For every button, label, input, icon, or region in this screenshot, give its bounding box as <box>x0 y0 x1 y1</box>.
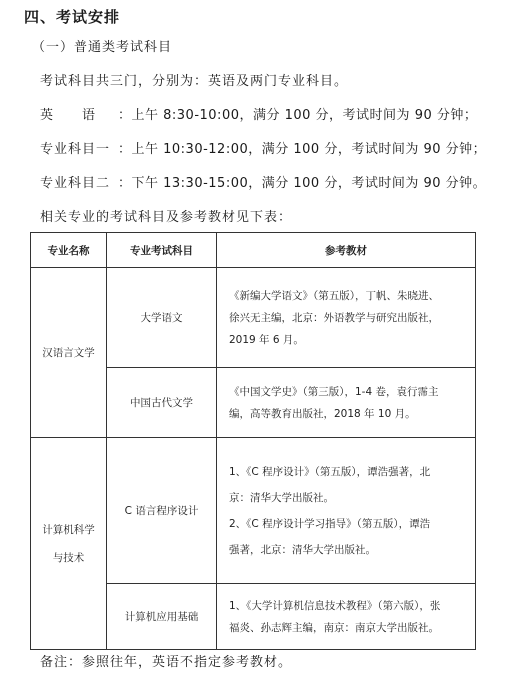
schedule-label: 英 语 <box>40 108 97 123</box>
section-title: 四、考试安排 <box>24 8 121 26</box>
textbook-line: 福炎、孙志辉主编，南京：南京大学出版社。 <box>229 621 439 634</box>
textbook-line: 《中国文学史》（第三版），1-4 卷，袁行霈主 <box>229 385 439 398</box>
subject-cell: 大学语文 <box>107 268 217 368</box>
textbook-line: 2019 年 6 月。 <box>229 333 304 346</box>
subject-cell: 计算机应用基础 <box>107 584 217 650</box>
footnote: 备注：参照往年，英语不指定参考教材。 <box>40 655 293 670</box>
header-subject: 专业考试科目 <box>107 233 217 268</box>
schedule-label: 专业科目二 <box>40 176 111 191</box>
textbook-line: 徐兴无主编，北京：外语教学与研究出版社， <box>229 311 439 324</box>
textbook-cell <box>217 368 476 438</box>
schedule-text: ：上午 10:30-12:00，满分 100 分，考试时间为 90 分钟； <box>118 142 487 157</box>
textbook-line: 《新编大学语文》（第五版），丁帆、朱晓进、 <box>229 289 439 302</box>
table-intro: 相关专业的考试科目及参考教材见下表： <box>40 210 293 225</box>
table-header-row <box>31 233 476 268</box>
schedule-subject-two <box>40 172 486 191</box>
textbook-line: 2、《C 程序设计学习指导》（第五版），谭浩 <box>229 517 431 530</box>
textbook-cell <box>217 584 476 650</box>
schedule-english <box>40 104 477 123</box>
schedule-label: 专业科目一 <box>40 142 111 157</box>
textbook-line: 1、《大学计算机信息技术教程》（第六版），张 <box>229 599 441 612</box>
textbook-cell <box>217 438 476 584</box>
header-textbook: 参考教材 <box>217 233 476 268</box>
textbook-line: 编，高等教育出版社，2018 年 10 月。 <box>229 407 416 420</box>
textbook-line: 1、《C 程序设计》（第五版），谭浩强著，北 <box>229 465 431 478</box>
header-major: 专业名称 <box>31 233 107 268</box>
major-line: 与技术 <box>52 551 85 564</box>
schedule-text: ：上午 8:30-10:00，满分 100 分，考试时间为 90 分钟； <box>118 108 478 123</box>
subject-cell: 中国古代文学 <box>107 368 217 438</box>
table-row <box>31 438 476 584</box>
textbook-line: 京：清华大学出版社。 <box>229 491 334 504</box>
schedule-subject-one <box>40 138 486 157</box>
table-row <box>31 268 476 368</box>
textbook-cell <box>217 268 476 368</box>
textbook-line: 强著，北京：清华大学出版社。 <box>229 543 376 556</box>
major-line: 计算机科学 <box>42 523 95 536</box>
intro-paragraph: 考试科目共三门，分别为：英语及两门专业科目。 <box>40 74 349 89</box>
course-table <box>30 232 476 650</box>
schedule-text: ：下午 13:30-15:00，满分 100 分，考试时间为 90 分钟。 <box>118 176 487 191</box>
subsection-title: （一）普通类考试科目 <box>32 40 173 55</box>
major-cell: 汉语言文学 <box>31 268 107 438</box>
subject-cell: C 语言程序设计 <box>107 438 217 584</box>
major-cell <box>31 438 107 650</box>
